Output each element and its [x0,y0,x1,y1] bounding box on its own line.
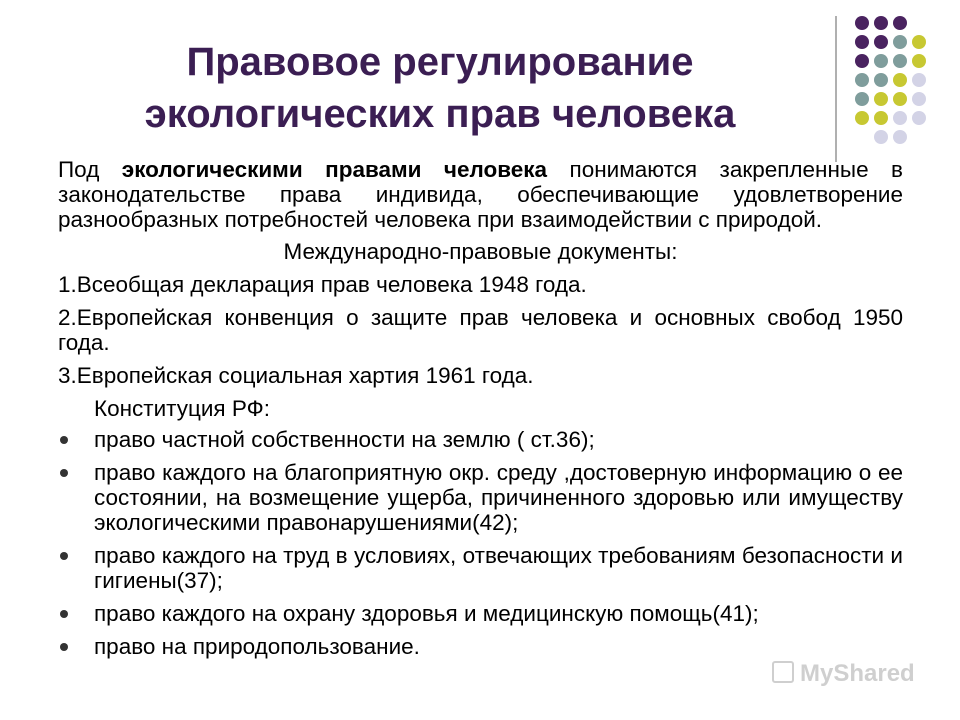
constitution-heading: Конституция РФ: [94,396,270,421]
decorative-dot [874,54,888,68]
bullet-icon [60,643,68,651]
decorative-dot [912,54,926,68]
bullet-icon [60,610,68,618]
list-item [58,634,903,659]
bullet-icon [60,436,68,444]
decorative-dot [893,130,907,144]
watermark-icon [772,661,794,683]
decorative-dot [855,73,869,87]
intro-paragraph [58,157,903,232]
decorative-dot [855,16,869,30]
decorative-dot [855,111,869,125]
watermark-logo [772,660,915,688]
intro-prefix: Под [58,157,122,182]
decorative-dot [874,130,888,144]
list-item-text: право каждого на благоприятную окр. среду ,достоверную информацию о ее состоянии, на возмещение ущерба, причиненного здоровью или имуществу экологическими правонарушениями(42); [94,460,903,535]
bullet-icon [60,552,68,560]
decorative-dot [874,73,888,87]
intl-doc-3: 3.Европейская социальная хартия 1961 года. [58,363,534,388]
divider-line [835,16,837,162]
decorative-dot [855,92,869,106]
decorative-dot [893,16,907,30]
decorative-dot [893,92,907,106]
bullet-icon [60,469,68,477]
decorative-dot [855,35,869,49]
slide-body [58,157,903,667]
watermark-text: MyShared [800,660,915,687]
decorative-dot [893,35,907,49]
decorative-dot [893,111,907,125]
intl-documents-heading: Международно-правовые документы: [283,239,678,264]
list-item-text: право частной собственности на землю ( ст.36); [94,427,595,452]
decorative-dot [893,54,907,68]
intro-rest: понимаются закрепленные в законодательстве права индивида, обеспечивающие удовлетворение разнообразных потребностей человека при взаимодействии с природой. [58,157,903,232]
intl-doc-1: 1.Всеобщая декларация прав человека 1948 года. [58,272,587,297]
decorative-dot [912,35,926,49]
title-line-2: экологических прав человека [144,92,736,136]
list-item [58,601,903,626]
decorative-dot [874,35,888,49]
list-item-text: право на природопользование. [94,634,420,659]
decorative-dot [874,92,888,106]
decorative-dot [912,73,926,87]
decorative-dot [874,16,888,30]
decorative-dot [874,111,888,125]
intl-doc-2: 2.Европейская конвенция о защите прав человека и основных свобод 1950 года. [58,305,903,355]
decorative-dot [912,111,926,125]
list-item [58,460,903,535]
list-item-text: право каждого на охрану здоровья и медицинскую помощь(41); [94,601,759,626]
intro-bold-term: экологическими правами человека [121,157,548,182]
decorative-dot [855,54,869,68]
list-item-text: право каждого на труд в условиях, отвечающих требованиям безопасности и гигиены(37); [94,543,903,593]
list-item [58,543,903,593]
title-line-1: Правовое регулирование [186,40,694,84]
decorative-dot [893,73,907,87]
slide-title [60,36,820,140]
decorative-dot [912,92,926,106]
list-item [58,427,903,452]
constitution-rights-list [58,427,903,659]
